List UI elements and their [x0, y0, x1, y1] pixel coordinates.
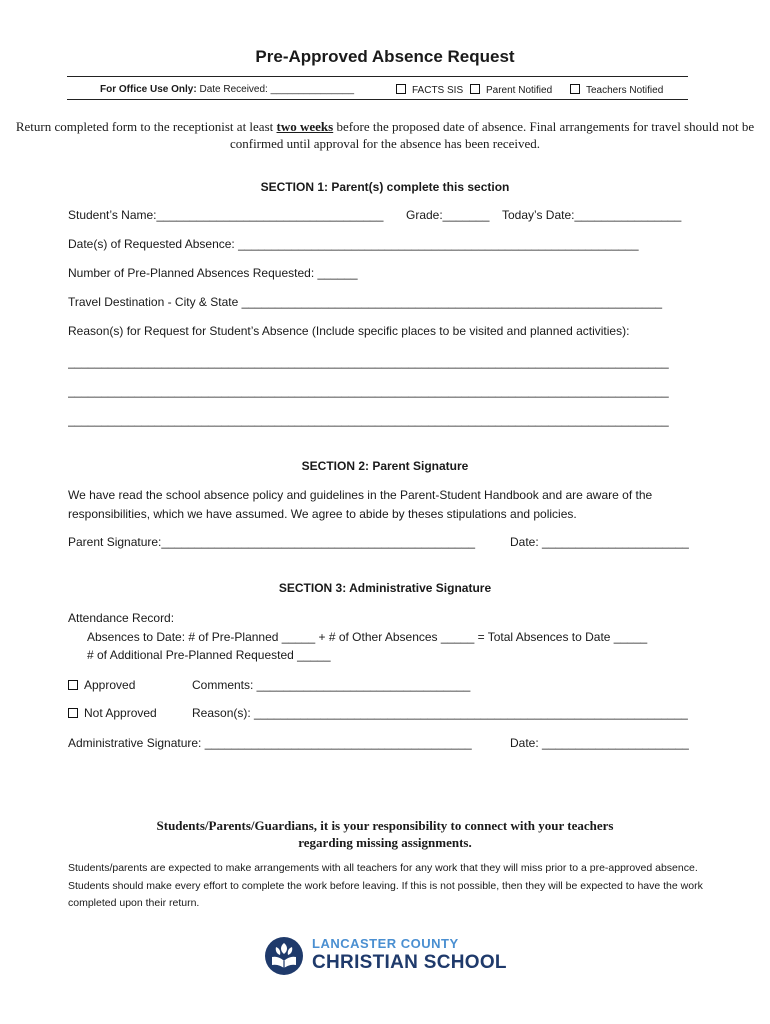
- facts-sis-option[interactable]: [396, 84, 463, 96]
- logo-line-1: LANCASTER COUNTY: [312, 936, 459, 951]
- admin-signature-date-field[interactable]: Date: ______________________: [510, 736, 689, 750]
- book-leaf-emblem-icon: [264, 936, 304, 976]
- title-rule-bottom: [67, 99, 688, 100]
- instructions-part2: before the proposed date of absence. Final arrangements for travel should not be confirmed until approval for the absence has been received.: [229, 119, 755, 151]
- footer-heading: [0, 817, 770, 851]
- dates-requested-field[interactable]: Date(s) of Requested Absence: ____________________________________________________________: [68, 237, 639, 251]
- section2-statement: We have read the school absence policy and guidelines in the Parent-Student Handbook and are aware of the responsibilities, which we have assumed. We agree to abide by theses stipulations and policies.: [68, 488, 653, 521]
- admin-signature-field[interactable]: Administrative Signature: ________________________________________: [68, 736, 472, 750]
- not-approved-option[interactable]: [68, 706, 157, 720]
- form-title: Pre-Approved Absence Request: [255, 47, 515, 66]
- footer-heading-text: Students/Parents/Guardians, it is your responsibility to connect with your teachers regarding missing assignments.: [156, 818, 614, 850]
- facts-sis-checkbox[interactable]: [396, 84, 406, 94]
- parent-notified-checkbox[interactable]: [470, 84, 480, 94]
- approved-label: Approved: [84, 678, 136, 692]
- section2-heading: SECTION 2: Parent Signature: [301, 459, 469, 473]
- approved-checkbox[interactable]: [68, 680, 78, 690]
- attendance-record-label: Attendance Record:: [68, 611, 175, 625]
- not-approved-label: Not Approved: [84, 706, 157, 720]
- instructions-part1: Return completed form to the receptionist at least: [15, 119, 274, 134]
- travel-destination-field[interactable]: Travel Destination - City & State _______________________________________________________________: [68, 295, 663, 309]
- parent-signature-field[interactable]: Parent Signature:_______________________________________________: [68, 535, 476, 549]
- teachers-notified-checkbox[interactable]: [570, 84, 580, 94]
- absences-to-date-field[interactable]: Absences to Date: # of Pre-Planned _____ + # of Other Absences _____ = Total Absences to Date _____: [87, 630, 648, 644]
- grade-field[interactable]: Grade:_______: [406, 208, 490, 222]
- title-rule-top: [67, 76, 688, 77]
- parent-notified-option[interactable]: [470, 84, 552, 96]
- not-approved-checkbox[interactable]: [68, 708, 78, 718]
- section3-heading: SECTION 3: Administrative Signature: [278, 581, 492, 595]
- teachers-notified-label: Teachers Notified: [586, 85, 664, 96]
- office-use-label: For Office Use Only:: [100, 84, 197, 95]
- reasons-field[interactable]: Reason(s): _________________________________________________________________: [192, 706, 688, 720]
- additional-requested-field[interactable]: # of Additional Pre-Planned Requested _____: [87, 648, 331, 662]
- parent-signature-date-field[interactable]: Date: ______________________: [510, 535, 689, 549]
- approved-option[interactable]: [68, 678, 135, 692]
- num-absences-field[interactable]: Number of Pre-Planned Absences Requested: ______: [68, 266, 358, 280]
- office-use-row: [100, 84, 354, 95]
- instructions: [0, 118, 770, 152]
- student-name-field[interactable]: Student’s Name:__________________________________: [68, 208, 384, 222]
- footer-paragraph: Students/parents are expected to make arrangements with all teachers for any work that they will miss prior to a pre-approved absence. Students should make every effort to complete the work before leaving. If this is not possible, then they will be expected to have the work completed upon their return.: [68, 862, 703, 909]
- instructions-emphasis: two weeks: [276, 119, 334, 134]
- facts-sis-label: FACTS SIS: [412, 85, 464, 96]
- todays-date-field[interactable]: Today’s Date:________________: [502, 208, 682, 222]
- reason-line-3[interactable]: __________________________________________________________________________________________: [68, 413, 669, 427]
- date-received-field[interactable]: Date Received: _______________: [199, 84, 355, 95]
- reason-line-1[interactable]: __________________________________________________________________________________________: [68, 355, 669, 369]
- reason-label: Reason(s) for Request for Student’s Absence (Include specific places to be visited and planned activities):: [68, 324, 630, 338]
- logo-line-2: CHRISTIAN SCHOOL: [312, 952, 507, 973]
- teachers-notified-option[interactable]: [570, 84, 663, 96]
- comments-field[interactable]: Comments: ________________________________: [192, 678, 471, 692]
- reason-line-2[interactable]: __________________________________________________________________________________________: [68, 384, 669, 398]
- parent-notified-label: Parent Notified: [486, 85, 553, 96]
- section1-heading: SECTION 1: Parent(s) complete this section: [260, 180, 510, 194]
